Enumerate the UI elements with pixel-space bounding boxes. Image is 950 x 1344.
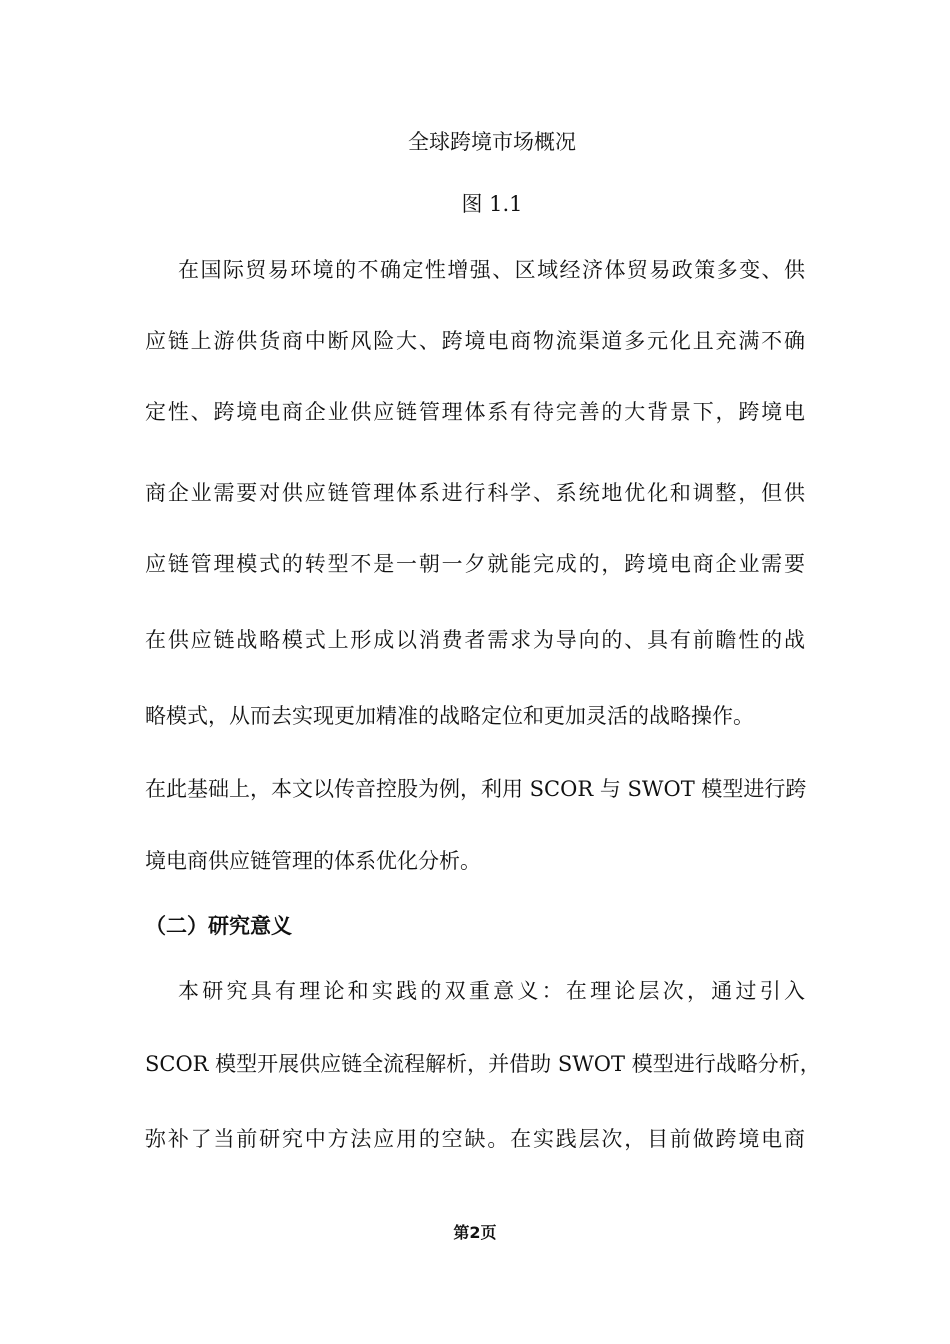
paragraph-line: 应链管理模式的转型不是一朝一夕就能完成的，跨境电商企业需要 [145,552,805,576]
paragraph-line: 应链上游供货商中断风险大、跨境电商物流渠道多元化且充满不确 [145,329,805,353]
paragraph-line: 略模式，从而去实现更加精准的战略定位和更加灵活的战略操作。 [145,704,754,728]
paragraph-line: 在国际贸易环境的不确定性增强、区域经济体贸易政策多变、供 [178,258,805,282]
paragraph-line: 本研究具有理论和实践的双重意义：在理论层次，通过引入 [178,979,805,1003]
figure-number: 图 1.1 [461,192,523,216]
paragraph-line: 在供应链战略模式上形成以消费者需求为导向的、具有前瞻性的战 [145,628,805,652]
paragraph-line: SCOR 模型开展供应链全流程解析，并借助 SWOT 模型进行战略分析， [145,1052,821,1076]
paragraph-line: 商企业需要对供应链管理体系进行科学、系统地优化和调整，但供 [145,481,805,505]
paragraph-line: 在此基础上，本文以传音控股为例，利用 SCOR 与 SWOT 模型进行跨 [145,777,807,801]
figure-title: 全球跨境市场概况 [408,130,576,154]
paragraph-line: 境电商供应链管理的体系优化分析。 [145,849,481,873]
section-heading: （二）研究意义 [145,914,292,938]
page-number: 第2页 [453,1223,497,1242]
paragraph-line: 弥补了当前研究中方法应用的空缺。在实践层次，目前做跨境电商 [145,1127,805,1151]
paragraph-line: 定性、跨境电商企业供应链管理体系有待完善的大背景下，跨境电 [145,400,805,424]
